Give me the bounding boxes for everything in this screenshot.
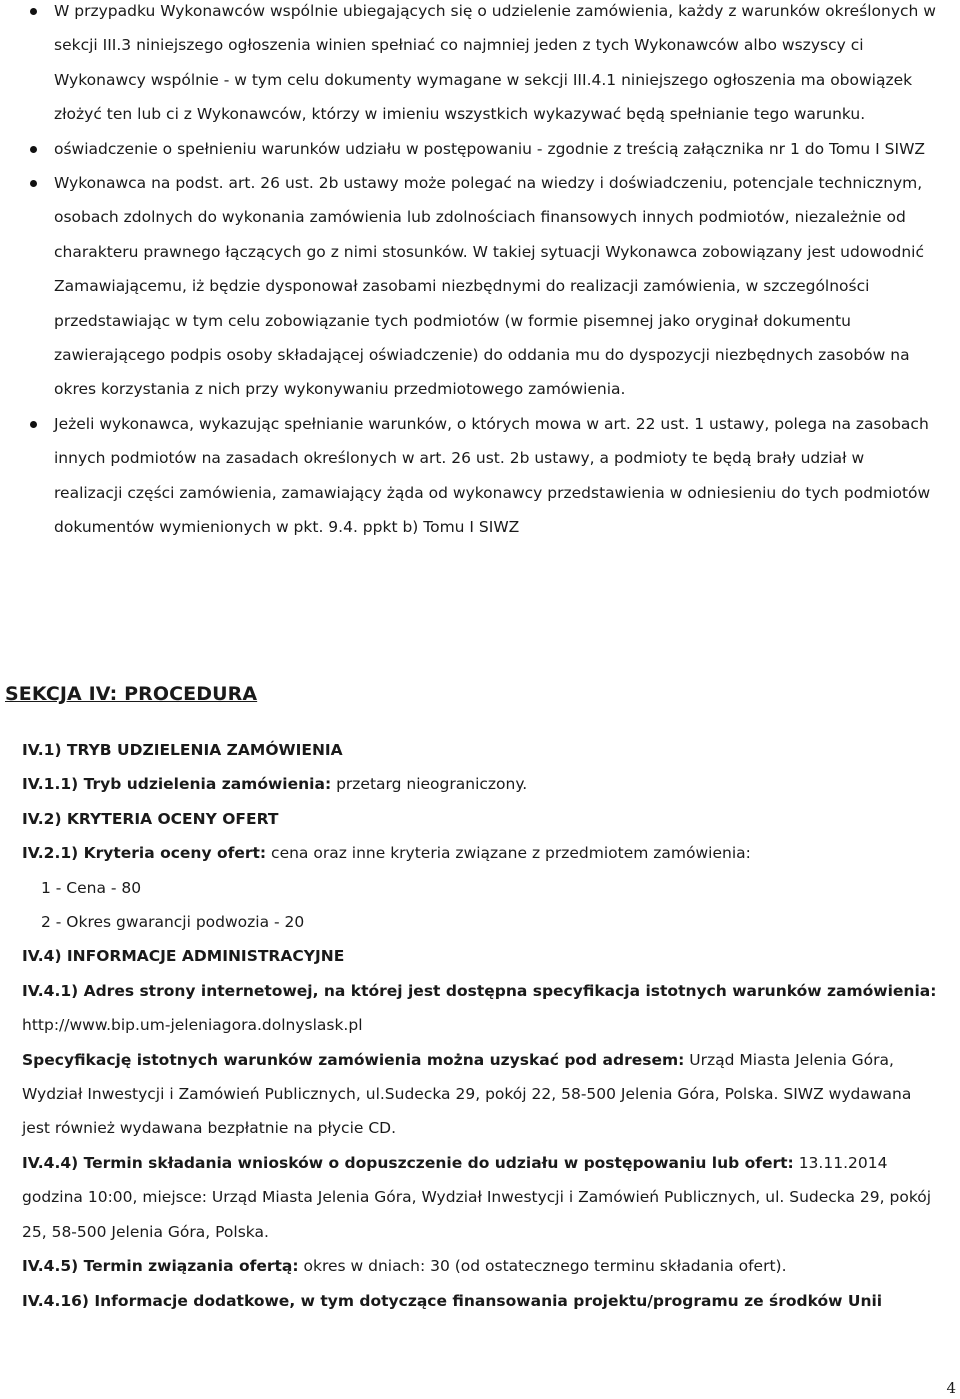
field-label: IV.4.1) Adres strony internetowej, na której jest dostępna specyfikacja istotnych warunków zamówienia:: [22, 981, 937, 1000]
list-item: oświadczenie o spełnieniu warunków udziału w postępowaniu - zgodnie z treścią załącznika nr 1 do Tomu I SIWZ: [22, 132, 937, 166]
field-spec: [22, 1043, 942, 1146]
page-number: 4: [946, 1379, 956, 1397]
field-value: cena oraz inne kryteria związane z przedmiotem zamówienia:: [266, 844, 751, 863]
field-value: 13.11.2014 godzina 10:00, miejsce: Urząd Miasta Jelenia Góra, Wydział Inwestycji i Zamówień Publicznych, ul. Sudecka 29, pokój 25, 58-500 Jelenia Góra, Polska.: [22, 1153, 932, 1241]
field-label: IV.1.1) Tryb udzielenia zamówienia:: [22, 775, 332, 794]
heading-iv2: IV.2) KRYTERIA OCENY OFERT: [22, 809, 279, 828]
criterion-warranty: 2 - Okres gwarancji podwozia - 20: [41, 913, 305, 932]
field-iv416: [22, 1284, 942, 1318]
field-iv11: [22, 767, 942, 801]
field-iv45: [22, 1249, 942, 1283]
field-label: Specyfikację istotnych warunków zamówienia można uzyskać pod adresem:: [22, 1050, 685, 1069]
procedure-section: [22, 733, 942, 1318]
requirements-list: [22, 0, 937, 545]
field-iv44: [22, 1146, 942, 1249]
section-title: SEKCJA IV: PROCEDURA: [5, 683, 258, 705]
field-iv21: [22, 836, 942, 870]
field-label: IV.2.1) Kryteria oceny ofert:: [22, 844, 267, 863]
field-value: Urząd Miasta Jelenia Góra, Wydział Inwestycji i Zamówień Publicznych, ul.Sudecka 29, pokój 22, 58-500 Jelenia Góra, Polska. SIWZ wydawana jest również wydawana bezpłatnie na płycie CD.: [22, 1050, 912, 1138]
list-item: W przypadku Wykonawców wspólnie ubiegających się o udzielenie zamówienia, każdy z warunków określonych w sekcji III.3 niniejszego ogłoszenia winien spełniać co najmniej jeden z tych Wykonawców albo wszyscy ci Wykonawcy wspólnie - w tym celu dokumenty wymagane w sekcji III.4.1 niniejszego ogłoszenia ma obowiązek złożyć ten lub ci z Wykonawców, którzy w imieniu wszystkich wykazywać będą spełnianie tego warunku.: [22, 0, 937, 132]
field-label: IV.4.5) Termin związania ofertą:: [22, 1257, 299, 1276]
criterion-price: 1 - Cena - 80: [41, 878, 142, 897]
heading-iv1: IV.1) TRYB UDZIELENIA ZAMÓWIENIA: [22, 741, 343, 759]
list-item: Jeżeli wykonawca, wykazując spełnianie warunków, o których mowa w art. 22 ust. 1 ustawy, polega na zasobach innych podmiotów na zasadach określonych w art. 26 ust. 2b ustawy, a podmioty te będą brały udział w realizacji części zamówienia, zamawiający żąda od wykonawcy przedstawienia w odniesieniu do tych podmiotów dokumentów wymienionych w pkt. 9.4. ppkt b) Tomu I SIWZ: [22, 407, 937, 545]
field-value: przetarg nieograniczony.: [331, 775, 528, 794]
field-iv41: [22, 974, 942, 1008]
list-item: Wykonawca na podst. art. 26 ust. 2b ustawy może polegać na wiedzy i doświadczeniu, potencjale technicznym, osobach zdolnych do wykonania zamówienia lub zdolnościach finansowych innych podmiotów, niezależnie od charakteru prawnego łączących go z nimi stosunków. W takiej sytuacji Wykonawca zobowiązany jest udowodnić Zamawiającemu, iż będzie dysponował zasobami niezbędnymi do realizacji zamówienia, w szczególności przedstawiając w tym celu zobowiązanie tych podmiotów (w formie pisemnej jako oryginał dokumentu zawierającego podpis osoby składającej oświadczenie) do oddania mu do dyspozycji niezbędnych zasobów na okres korzystania z nich przy wykonywaniu przedmiotowego zamówienia.: [22, 166, 937, 407]
heading-iv4: IV.4) INFORMACJE ADMINISTRACYJNE: [22, 947, 345, 966]
field-value: okres w dniach: 30 (od ostatecznego terminu składania ofert).: [298, 1257, 787, 1276]
field-label: IV.4.16) Informacje dodatkowe, w tym dotyczące finansowania projektu/programu ze środków Unii: [22, 1291, 883, 1310]
website-link[interactable]: http://www.bip.um-jeleniagora.dolnyslask.pl: [22, 1016, 363, 1035]
field-label: IV.4.4) Termin składania wniosków o dopuszczenie do udziału w postępowaniu lub ofert:: [22, 1153, 794, 1172]
